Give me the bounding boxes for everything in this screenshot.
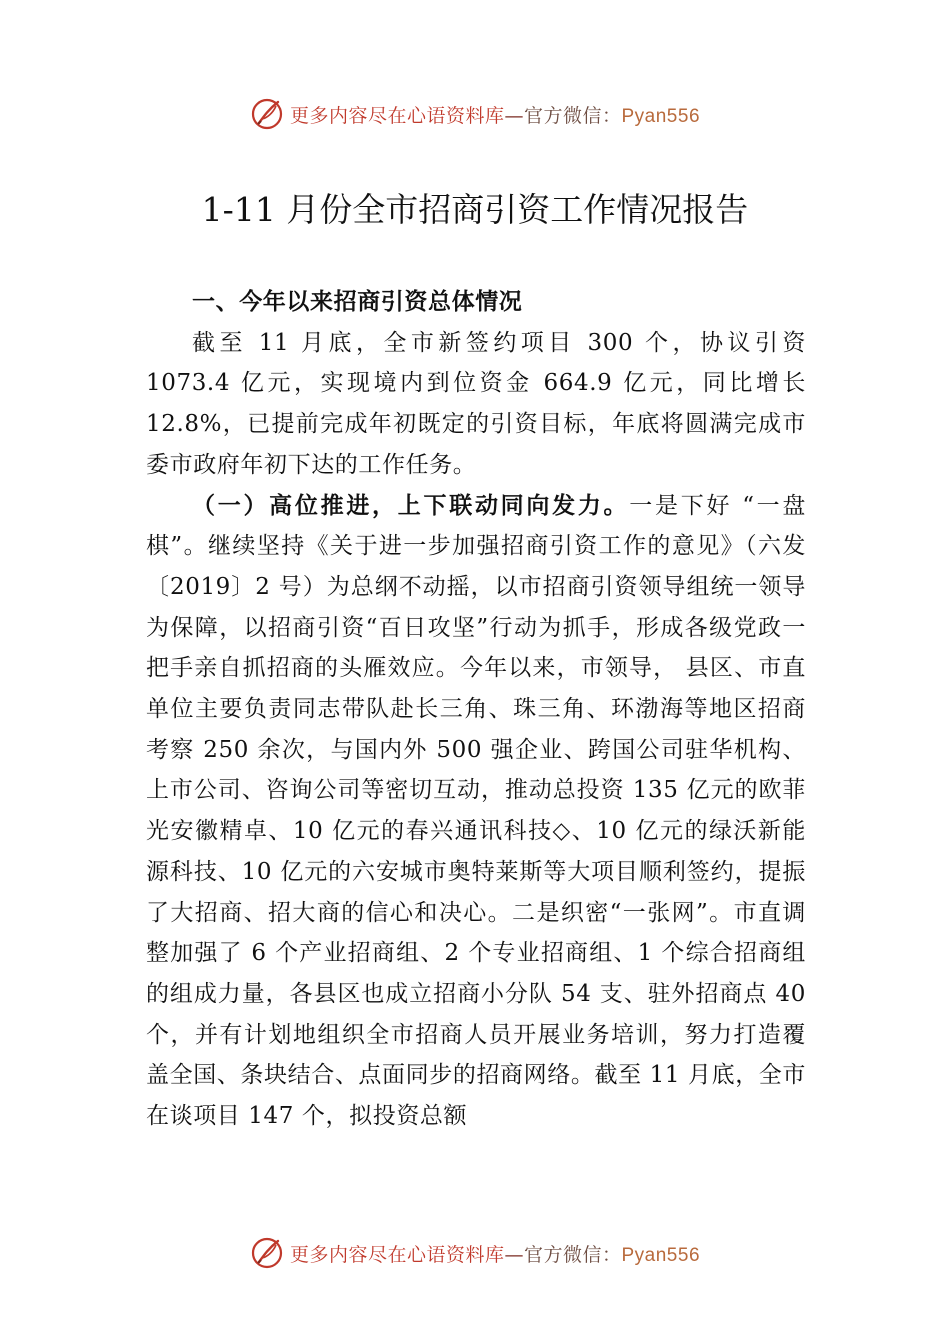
- banner-dash: —: [504, 104, 524, 127]
- document-title: 1-11 月份全市招商引资工作情况报告: [201, 190, 749, 229]
- banner-wechat-label: 官方微信：: [523, 1243, 622, 1266]
- banner-site-text: 更多内容尽在心语资料库: [289, 104, 505, 127]
- banner-text: [290, 1240, 700, 1267]
- banner-wechat-id: Pyan556: [621, 105, 701, 127]
- banner-wechat-label: 官方微信：: [523, 104, 622, 127]
- section-heading: 一、今年以来招商引资总体情况: [192, 289, 523, 315]
- header-banner[interactable]: [0, 94, 950, 134]
- paragraph-overview: 截至 11 月底，全市新签约项目 300 个，协议引资 1073.4 亿元，实现境内到位资金 664.9 亿元，同比增长 12.8%，已提前完成年初既定的引资目标，年底将圆满完成市委市政府年初下达的工作任务。: [146, 329, 806, 478]
- document-body: [146, 282, 806, 1137]
- feather-pen-logo-icon: [250, 1236, 284, 1270]
- paragraph-body: 一是下好 “一盘棋”。继续坚持《关于进一步加强招商引资工作的意见》（六发〔2019〕2 号）为总纲不动摇，以市招商引资领导组统一领导为保障，以招商引资“百日攻坚”行动为抓手，形成各级党政一把手亲自抓招商的头雁效应。今年以来，市领导， 县区、市直单位主要负责同志带队赴长三角、珠三角、环渤海等地区招商考察 250 余次，与国内外 500 强企业、跨国公司驻华机构、上市公司、咨询公司等密切互动，推动总投资 135 亿元的欧菲光安徽精卓、10 亿元的春兴通讯科技◇、10 亿元的绿沃新能源科技、10 亿元的六安城市奥特莱斯等大项目顺利签约，提振了大招商、招大商的信心和决心。二是织密“一张网”。市直调整加强了 6 个产业招商组、2 个专业招商组、1 个综合招商组的组成力量，各县区也成立招商小分队 54 支、驻外招商点 40 个，并有计划地组织全市招商人员开展业务培训，努力打造覆盖全国、条块结合、点面同步的招商网络。截至 11 月底，全市在谈项目 147 个，拟投资总额: [146, 492, 807, 1130]
- feather-pen-logo-icon: [250, 97, 284, 131]
- banner-dash: —: [504, 1243, 524, 1266]
- paragraph-high-level-push: [146, 486, 806, 1137]
- banner-wechat-id: Pyan556: [621, 1244, 701, 1266]
- banner-text: [290, 101, 700, 128]
- banner-site-text: 更多内容尽在心语资料库: [289, 1243, 505, 1266]
- footer-banner[interactable]: [0, 1233, 950, 1273]
- paragraph-lead: （一）高位推进，上下联动同向发力。: [192, 492, 630, 519]
